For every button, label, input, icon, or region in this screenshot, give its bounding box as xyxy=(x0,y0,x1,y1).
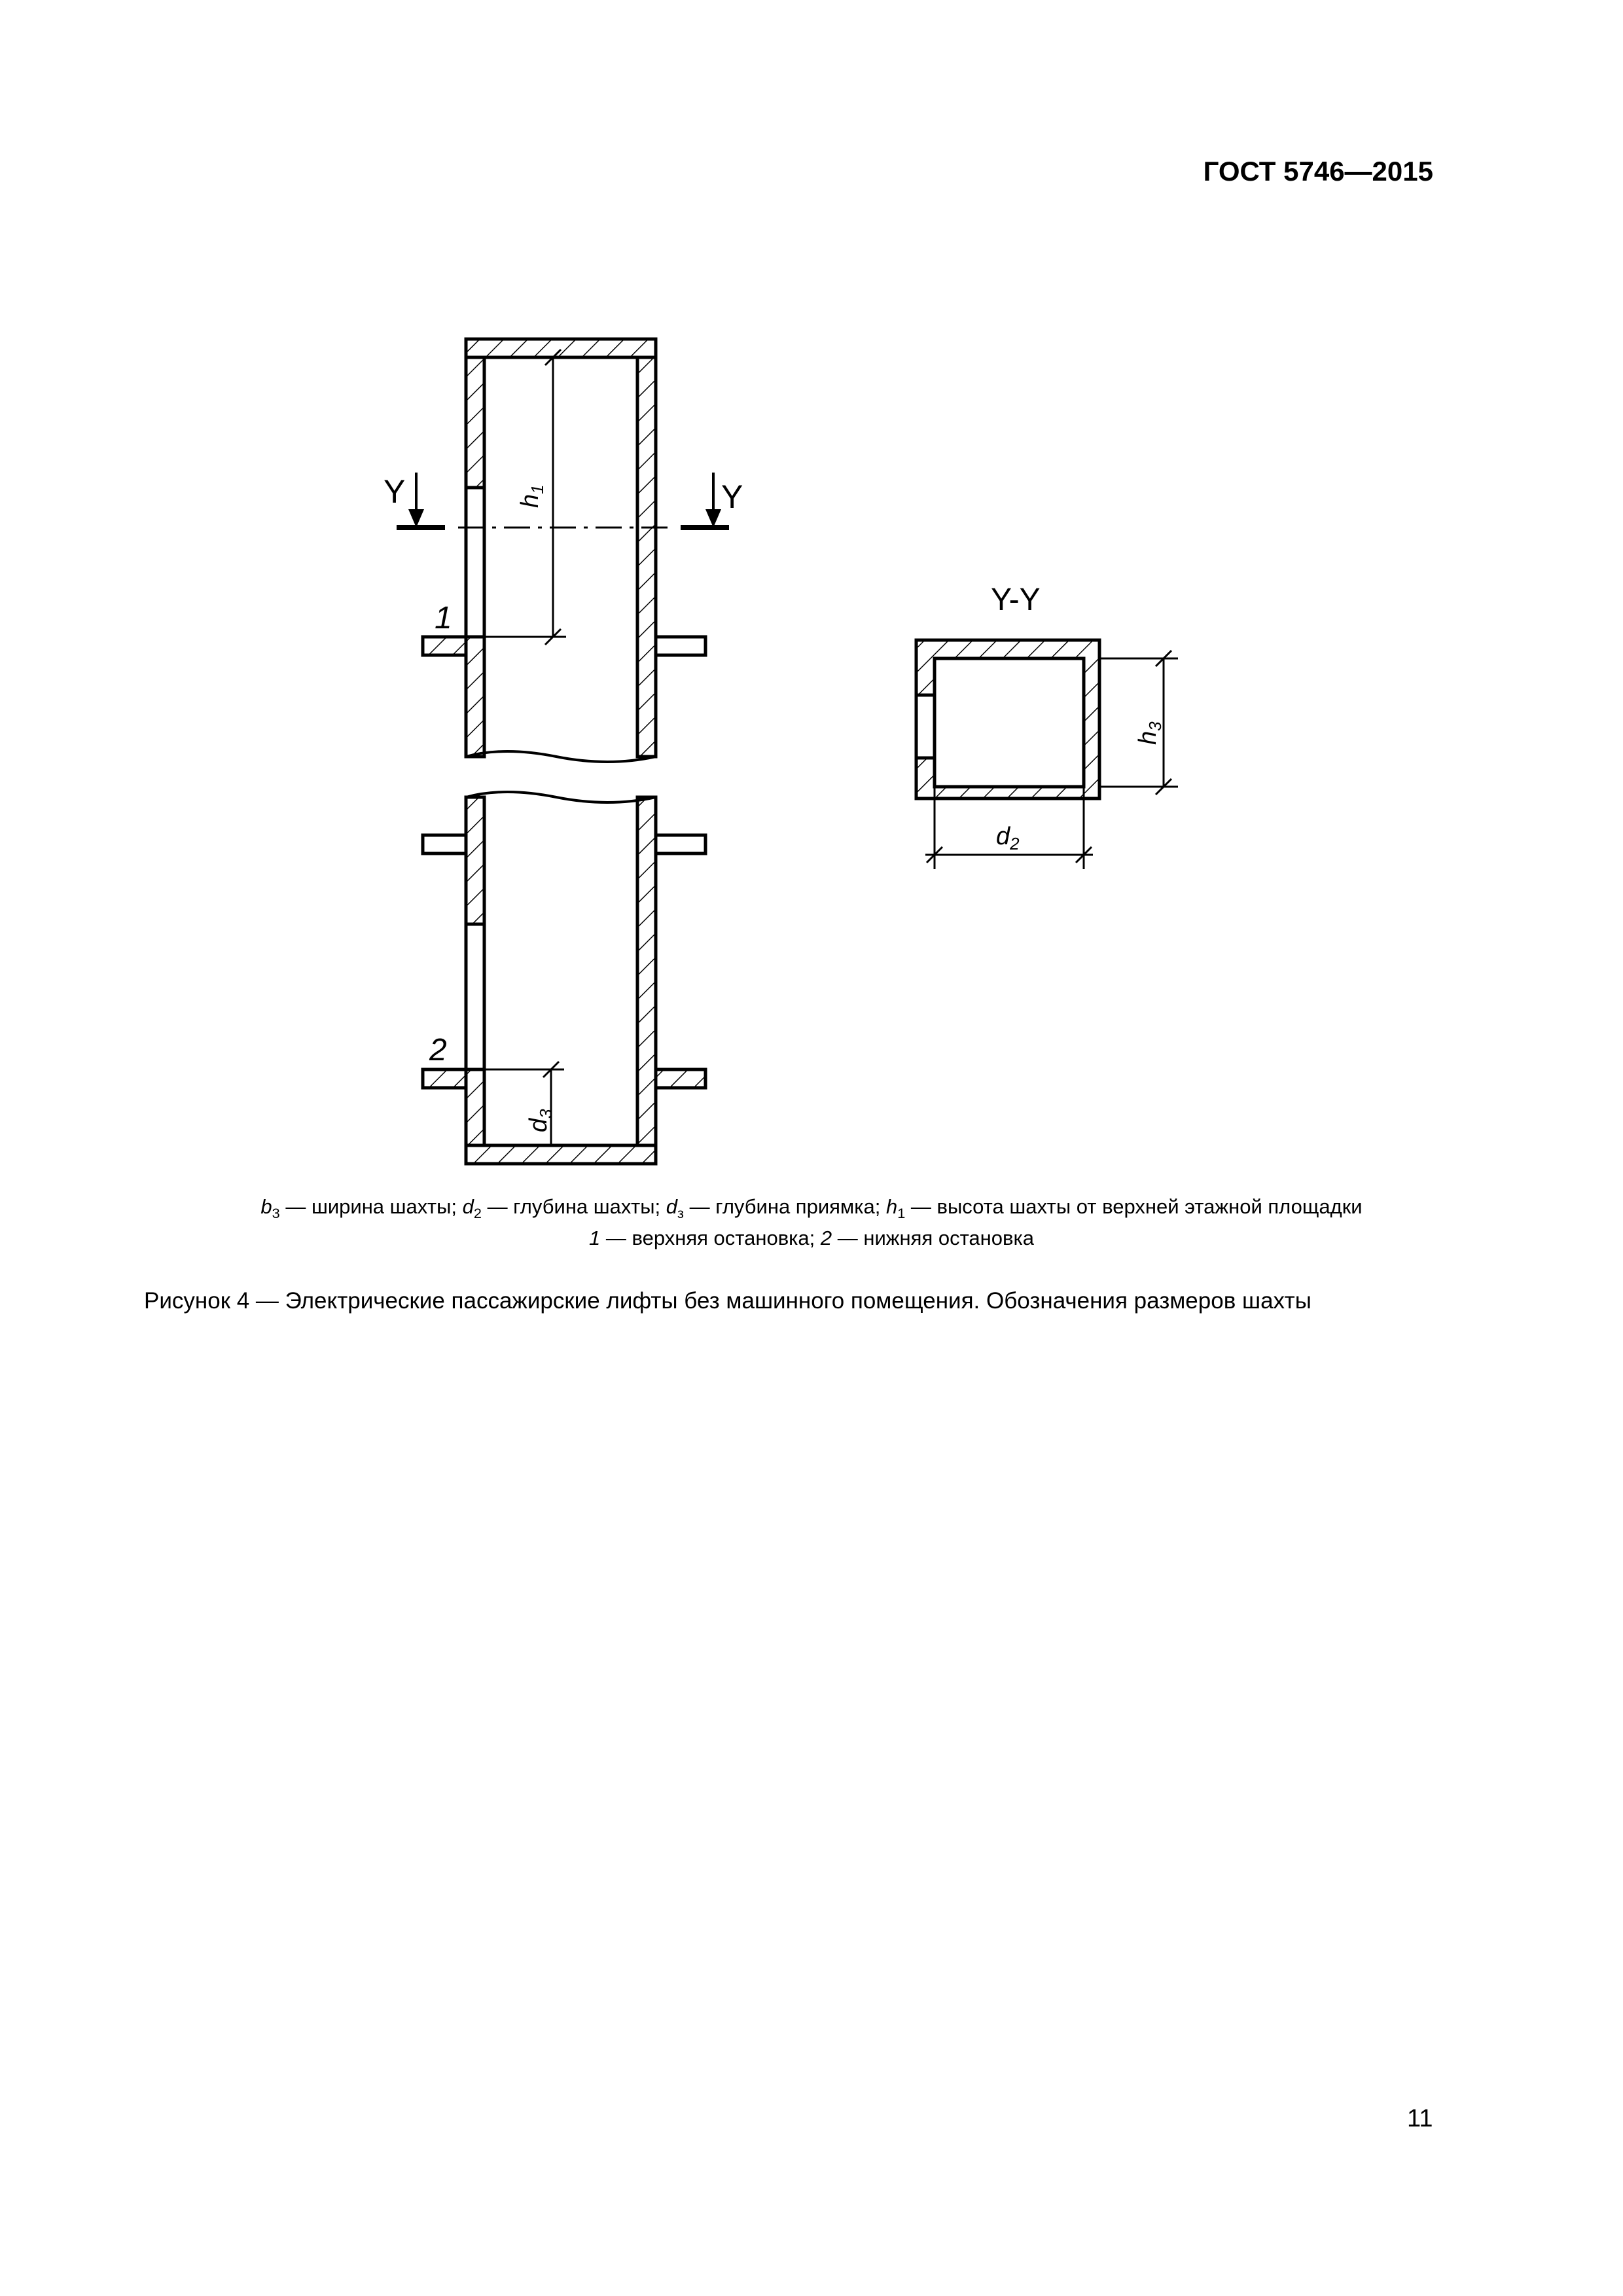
stop-label-bottom: 2 xyxy=(429,1033,447,1067)
page-number: 11 xyxy=(1407,2105,1433,2132)
document-code: ГОСТ 5746—2015 xyxy=(1203,156,1433,187)
label-h3: $h_3$ xyxy=(1134,721,1165,745)
figure-caption: Рисунок 4 — Электрические пассажирские лифты без машинного помещения. Обозначения размеров шахты xyxy=(144,1288,1311,1314)
landing-right-upper xyxy=(656,637,705,655)
figure-legend-line-2: 1 — верхняя остановка; 2 — нижняя остановка xyxy=(588,1227,1034,1249)
section-title: Y-Y xyxy=(991,583,1041,617)
door-opening-upper xyxy=(466,488,484,637)
plan-inner xyxy=(935,658,1084,787)
landing-right-mid xyxy=(656,835,705,853)
shaft-elevation xyxy=(423,339,705,1164)
break-lines xyxy=(466,751,656,802)
landing-left-bottom xyxy=(423,1069,466,1088)
right-wall-upper xyxy=(637,339,656,757)
shaft-plan xyxy=(916,640,1099,798)
pit-bottom xyxy=(466,1145,656,1164)
right-wall-lower xyxy=(637,797,656,1164)
landing-left-mid xyxy=(423,835,466,853)
section-mark-right: Y xyxy=(721,478,743,515)
stop-label-top: 1 xyxy=(435,601,452,636)
landing-left-upper xyxy=(423,637,466,655)
section-mark-left: Y xyxy=(383,473,406,510)
door-opening-lower xyxy=(466,924,484,1069)
plan-door-opening xyxy=(916,695,935,758)
landing-right-bottom xyxy=(656,1069,705,1088)
top-slab xyxy=(466,339,656,357)
label-d2: $d_2$ xyxy=(996,823,1020,853)
section-line-y xyxy=(397,473,729,528)
dimension-h3 xyxy=(1099,651,1178,795)
label-d3: $d_3$ xyxy=(525,1109,556,1132)
figure-legend-line-1: $b_3$ — ширина шахты; $d_2$ — глубина шахты; $d_з$ — глубина приямка; $h_1$ — высота шахты от верхней этажной площадки xyxy=(260,1195,1363,1222)
label-h1: $h_1$ xyxy=(516,484,547,508)
